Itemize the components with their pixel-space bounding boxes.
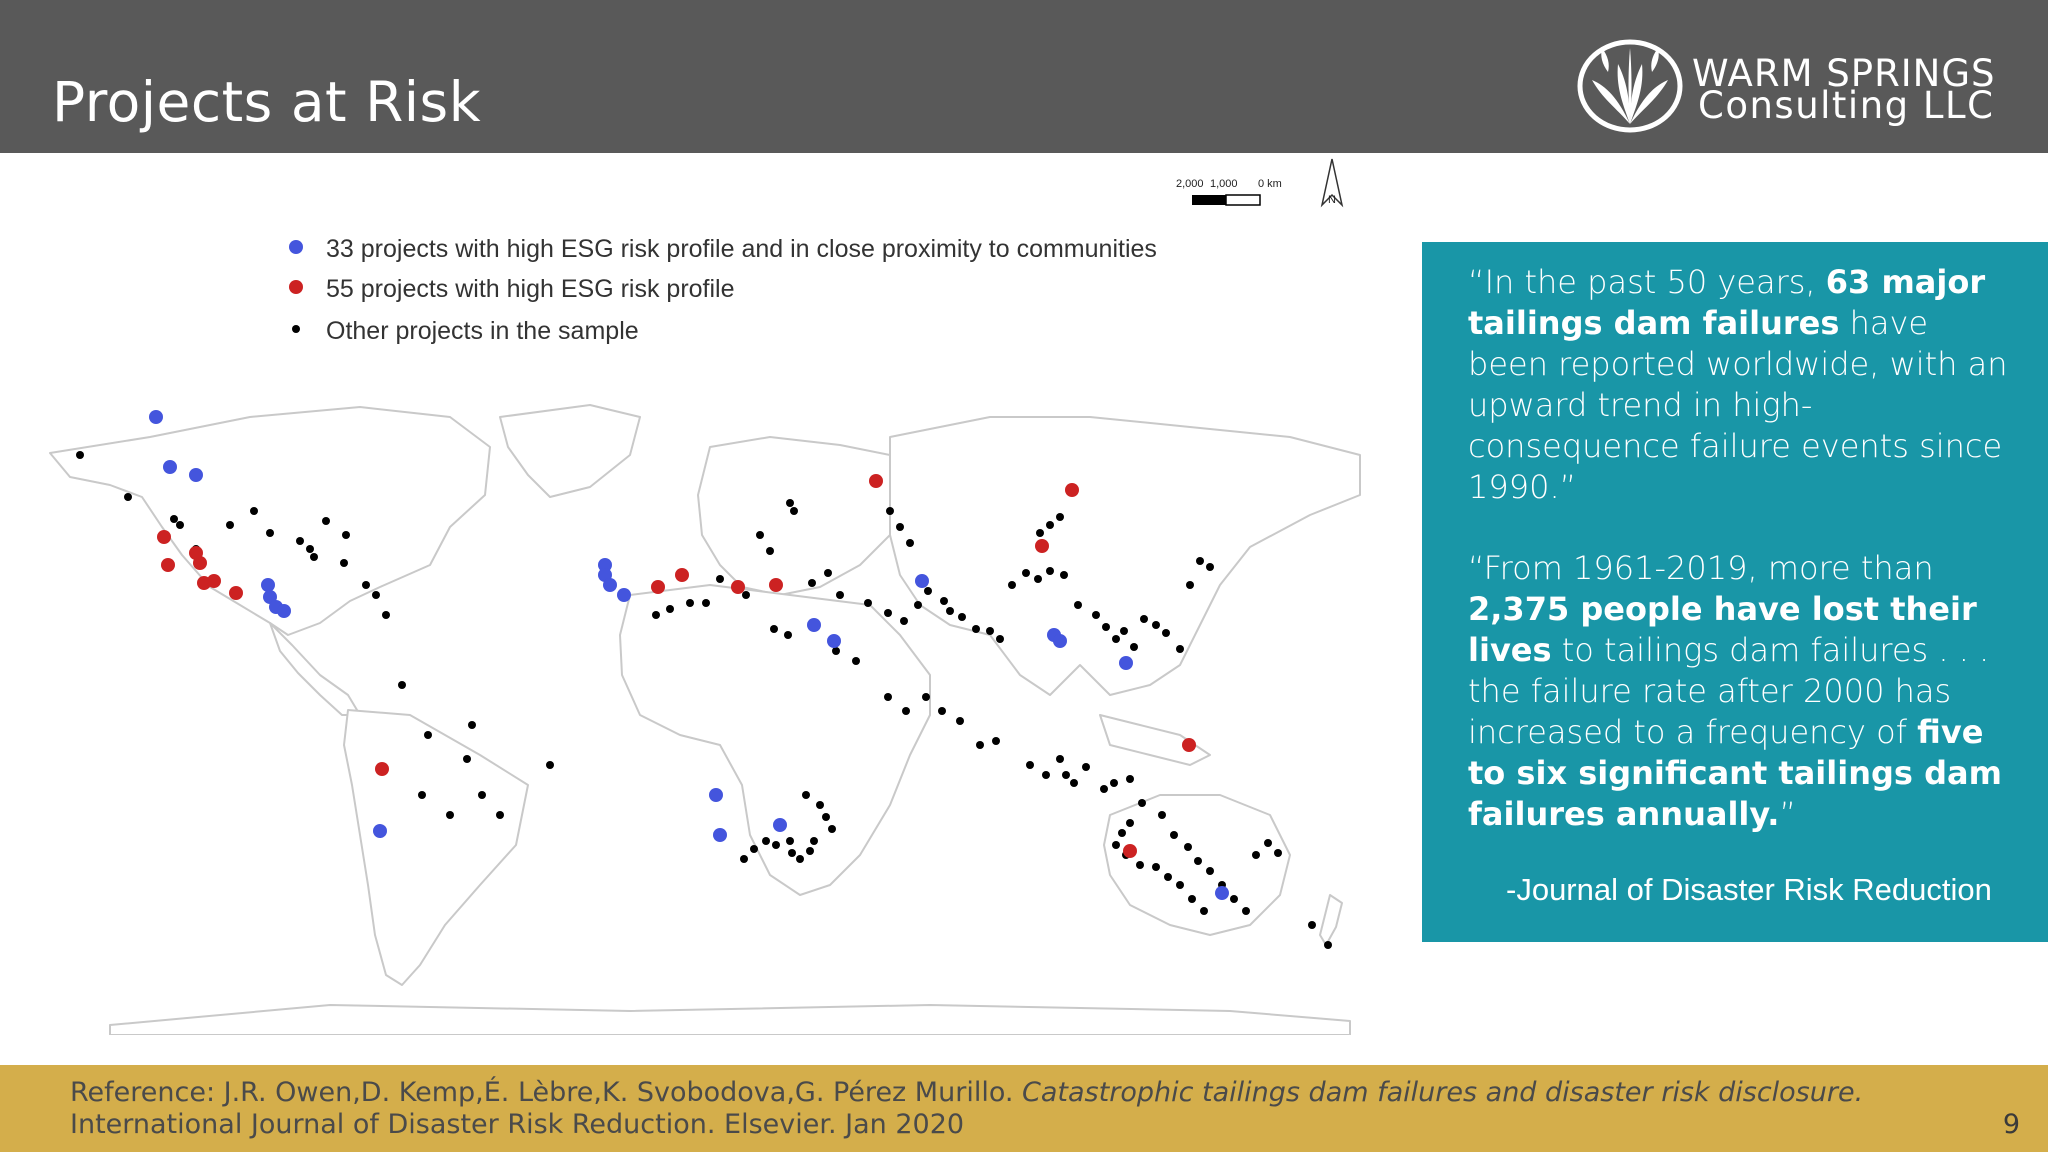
project-marker-other-26 <box>756 531 764 539</box>
project-marker-other-112 <box>1164 873 1172 881</box>
world-map <box>30 155 1370 1035</box>
project-marker-other-55 <box>1140 615 1148 623</box>
project-marker-other-48 <box>1060 571 1068 579</box>
project-marker-near-community-12 <box>709 788 723 802</box>
project-marker-other-64 <box>1056 513 1064 521</box>
project-marker-other-78 <box>884 693 892 701</box>
project-marker-other-115 <box>1200 907 1208 915</box>
project-marker-near-community-7 <box>373 824 387 838</box>
project-marker-other-53 <box>1120 627 1128 635</box>
project-marker-near-community-6 <box>277 604 291 618</box>
reference-citation <box>70 1077 1990 1141</box>
project-marker-near-community-3 <box>261 578 275 592</box>
continent-outlines <box>50 405 1360 1035</box>
project-marker-other-126 <box>786 837 794 845</box>
project-marker-other-106 <box>1126 819 1134 827</box>
project-marker-high-risk-8 <box>651 580 665 594</box>
antarctica-outline <box>110 1005 1350 1035</box>
quote1-part-c: have been reported worldwide, with an upward trend in high-consequence failure events since 1990.” <box>1468 304 2008 506</box>
project-marker-other-51 <box>1102 623 1110 631</box>
project-marker-other-24 <box>496 811 504 819</box>
legend-black-dot <box>292 325 300 333</box>
project-marker-near-community-15 <box>807 618 821 632</box>
map-legend <box>289 235 1157 345</box>
legend-label-blue: 33 projects with high ESG risk profile and in close proximity to communities <box>326 235 1157 263</box>
project-marker-other-73 <box>742 591 750 599</box>
project-marker-other-5 <box>226 521 234 529</box>
company-logo <box>1572 22 2012 142</box>
project-marker-near-community-10 <box>603 578 617 592</box>
project-marker-other-34 <box>884 609 892 617</box>
project-marker-other-66 <box>896 523 904 531</box>
project-marker-other-44 <box>1008 581 1016 589</box>
asia-outline <box>890 417 1360 695</box>
project-marker-other-25 <box>546 761 554 769</box>
project-marker-other-114 <box>1188 895 1196 903</box>
project-marker-high-risk-0 <box>157 530 171 544</box>
project-marker-other-70 <box>686 599 694 607</box>
project-marker-other-8 <box>296 537 304 545</box>
wheat-leaf-icon <box>1572 28 1688 136</box>
slide-title: Projects at Risk <box>52 70 482 134</box>
project-marker-high-risk-15 <box>1182 738 1196 752</box>
project-marker-other-9 <box>306 545 314 553</box>
project-marker-other-23 <box>478 791 486 799</box>
scale-bar <box>1176 178 1282 205</box>
project-marker-other-63 <box>1046 521 1054 529</box>
scale-label-2000: 2,000 <box>1176 178 1204 190</box>
project-marker-other-40 <box>958 613 966 621</box>
legend-label-black: Other projects in the sample <box>326 317 639 345</box>
legend-red-dot <box>289 280 303 294</box>
project-marker-other-89 <box>1070 779 1078 787</box>
project-marker-other-29 <box>790 507 798 515</box>
project-marker-other-90 <box>1082 763 1090 771</box>
project-marker-other-15 <box>372 591 380 599</box>
project-marker-other-3 <box>176 521 184 529</box>
project-marker-other-83 <box>976 741 984 749</box>
project-marker-other-58 <box>1176 645 1184 653</box>
quote-source: -Journal of Disaster Risk Reduction <box>1506 872 1992 907</box>
project-marker-near-community-2 <box>189 468 203 482</box>
project-marker-other-88 <box>1062 771 1070 779</box>
project-marker-near-community-14 <box>773 818 787 832</box>
quote2-part-c: to tailings dam failures . . . the failure rate after 2000 has increased to a frequency of <box>1468 631 1990 751</box>
project-marker-near-community-16 <box>827 634 841 648</box>
project-marker-other-103 <box>1252 851 1260 859</box>
project-marker-other-125 <box>810 837 818 845</box>
project-marker-near-community-21 <box>1215 886 1229 900</box>
quote-box <box>1422 242 2048 942</box>
project-marker-other-41 <box>972 625 980 633</box>
project-marker-near-community-0 <box>149 410 163 424</box>
project-marker-other-110 <box>1136 861 1144 869</box>
project-marker-high-risk-10 <box>731 580 745 594</box>
world-map-svg <box>30 155 1370 1035</box>
project-marker-other-10 <box>310 553 318 561</box>
project-marker-other-65 <box>886 507 894 515</box>
project-marker-other-37 <box>924 587 932 595</box>
project-marker-other-74 <box>770 625 778 633</box>
project-marker-other-107 <box>1118 829 1126 837</box>
project-marker-other-50 <box>1092 611 1100 619</box>
logo-text-line2: Consulting LLC <box>1698 84 1995 127</box>
project-marker-other-82 <box>956 717 964 725</box>
project-marker-other-0 <box>76 451 84 459</box>
project-marker-other-60 <box>1196 557 1204 565</box>
project-marker-other-62 <box>1036 529 1044 537</box>
project-marker-other-45 <box>1022 569 1030 577</box>
project-marker-other-80 <box>922 693 930 701</box>
project-marker-other-129 <box>822 813 830 821</box>
project-marker-near-community-11 <box>617 588 631 602</box>
project-marker-other-67 <box>906 539 914 547</box>
project-marker-other-7 <box>266 529 274 537</box>
project-marker-other-97 <box>1184 843 1192 851</box>
quote-statistic-lives <box>1468 548 2008 835</box>
reference-suffix: International Journal of Disaster Risk Reduction. Elsevier. Jan 2020 <box>70 1109 965 1140</box>
project-marker-near-community-13 <box>713 828 727 842</box>
project-marker-high-risk-11 <box>769 578 783 592</box>
project-marker-high-risk-16 <box>1123 844 1137 858</box>
project-marker-other-128 <box>816 801 824 809</box>
project-marker-high-risk-13 <box>1065 483 1079 497</box>
project-marker-other-1 <box>124 493 132 501</box>
scale-label-0: 0 km <box>1258 178 1282 190</box>
project-marker-other-46 <box>1034 575 1042 583</box>
project-marker-other-13 <box>342 531 350 539</box>
project-marker-high-risk-7 <box>375 762 389 776</box>
reference-prefix: Reference: J.R. Owen,D. Kemp,É. Lèbre,K. Svobodova,G. Pérez Murillo. <box>70 1077 1023 1108</box>
north-label: N <box>1328 194 1336 206</box>
quote-statistic-failures <box>1468 262 2008 508</box>
project-marker-other-32 <box>836 591 844 599</box>
project-marker-other-42 <box>986 627 994 635</box>
project-marker-near-community-1 <box>163 460 177 474</box>
quote2-part-e: ” <box>1779 795 1797 833</box>
project-marker-other-98 <box>1194 857 1202 865</box>
project-marker-other-12 <box>340 559 348 567</box>
project-marker-other-81 <box>938 707 946 715</box>
project-marker-other-118 <box>740 855 748 863</box>
project-marker-high-risk-5 <box>207 574 221 588</box>
project-marker-other-108 <box>1112 841 1120 849</box>
legend-label-red: 55 projects with high ESG risk profile <box>326 275 735 303</box>
project-marker-high-risk-14 <box>1035 539 1049 553</box>
project-marker-other-101 <box>1230 895 1238 903</box>
project-marker-other-87 <box>1056 755 1064 763</box>
quote1-part-a: “In the past 50 years, <box>1468 263 1826 301</box>
project-marker-other-130 <box>828 825 836 833</box>
project-marker-other-76 <box>832 647 840 655</box>
project-marker-other-93 <box>1126 775 1134 783</box>
south-america-outline <box>344 710 528 985</box>
project-marker-high-risk-3 <box>189 546 203 560</box>
project-marker-other-102 <box>1242 907 1250 915</box>
quote2-highlight-lives: 2,375 people have lost their lives <box>1468 590 1977 669</box>
project-marker-near-community-17 <box>915 574 929 588</box>
australia-outline <box>1104 795 1290 935</box>
reference-title: Catastrophic tailings dam failures and disaster risk disclosure. <box>1022 1077 1864 1108</box>
project-marker-other-57 <box>1162 629 1170 637</box>
project-marker-other-111 <box>1152 863 1160 871</box>
project-marker-other-91 <box>1100 785 1108 793</box>
central-america-outline <box>270 623 360 715</box>
project-marker-other-54 <box>1130 643 1138 651</box>
project-marker-other-121 <box>772 841 780 849</box>
project-marker-other-49 <box>1074 601 1082 609</box>
project-marker-other-84 <box>992 737 1000 745</box>
project-marker-other-36 <box>914 601 922 609</box>
project-marker-other-52 <box>1112 635 1120 643</box>
project-marker-other-30 <box>808 579 816 587</box>
project-marker-other-94 <box>1138 799 1146 807</box>
project-marker-near-community-19 <box>1053 634 1067 648</box>
project-marker-other-116 <box>1308 921 1316 929</box>
project-marker-other-92 <box>1110 779 1118 787</box>
project-marker-high-risk-12 <box>869 474 883 488</box>
quote2-highlight-frequency: five to six significant tailings dam failures annually. <box>1468 713 2002 833</box>
project-marker-high-risk-9 <box>675 568 689 582</box>
project-marker-other-79 <box>902 707 910 715</box>
project-marker-other-72 <box>716 575 724 583</box>
quote1-highlight: 63 major tailings dam failures <box>1468 263 1986 342</box>
project-marker-other-127 <box>802 791 810 799</box>
project-marker-other-22 <box>468 721 476 729</box>
project-marker-other-6 <box>250 507 258 515</box>
north-arrow-icon <box>1322 159 1342 206</box>
project-marker-other-123 <box>796 855 804 863</box>
project-marker-other-20 <box>446 811 454 819</box>
project-marker-other-86 <box>1042 771 1050 779</box>
project-marker-other-61 <box>1206 563 1214 571</box>
project-marker-other-59 <box>1186 581 1194 589</box>
project-marker-other-124 <box>806 847 814 855</box>
project-marker-other-96 <box>1170 831 1178 839</box>
project-marker-other-71 <box>702 599 710 607</box>
project-marker-other-117 <box>1324 941 1332 949</box>
project-marker-other-95 <box>1158 811 1166 819</box>
reference-footer <box>0 1065 2048 1152</box>
project-marker-other-27 <box>766 547 774 555</box>
new-zealand-outline <box>1320 895 1342 945</box>
europe-outline <box>698 437 900 595</box>
project-marker-other-69 <box>666 605 674 613</box>
project-marker-high-risk-6 <box>229 586 243 600</box>
project-marker-other-113 <box>1176 881 1184 889</box>
project-marker-other-43 <box>996 635 1004 643</box>
project-marker-other-99 <box>1206 867 1214 875</box>
project-marker-other-104 <box>1264 839 1272 847</box>
project-marker-other-33 <box>864 599 872 607</box>
project-marker-other-77 <box>852 657 860 665</box>
project-marker-other-47 <box>1046 567 1054 575</box>
greenland-outline <box>500 405 640 497</box>
project-marker-other-11 <box>322 517 330 525</box>
page-number: 9 <box>2002 1109 2020 1140</box>
project-marker-other-120 <box>762 837 770 845</box>
project-marker-other-31 <box>824 569 832 577</box>
project-marker-other-119 <box>750 845 758 853</box>
project-marker-other-19 <box>418 791 426 799</box>
project-marker-other-16 <box>382 611 390 619</box>
project-marker-other-68 <box>652 611 660 619</box>
project-marker-other-75 <box>784 631 792 639</box>
project-marker-near-community-20 <box>1119 656 1133 670</box>
project-marker-other-39 <box>946 607 954 615</box>
project-marker-other-2 <box>170 515 178 523</box>
project-marker-other-17 <box>398 681 406 689</box>
project-marker-other-122 <box>788 849 796 857</box>
slide-header <box>0 0 2048 153</box>
quote2-part-a: “From 1961-2019, more than <box>1468 549 1934 587</box>
project-marker-high-risk-1 <box>161 558 175 572</box>
scale-label-1000: 1,000 <box>1210 178 1238 190</box>
legend-blue-dot <box>289 240 303 254</box>
logo-text-line1: WARM SPRINGS <box>1692 52 1996 95</box>
project-marker-other-21 <box>463 755 471 763</box>
project-marker-other-35 <box>900 617 908 625</box>
project-marker-other-105 <box>1274 849 1282 857</box>
project-marker-other-28 <box>786 499 794 507</box>
project-marker-other-56 <box>1152 621 1160 629</box>
project-marker-other-38 <box>940 597 948 605</box>
project-marker-other-18 <box>424 731 432 739</box>
project-marker-other-14 <box>362 581 370 589</box>
project-marker-other-85 <box>1026 761 1034 769</box>
